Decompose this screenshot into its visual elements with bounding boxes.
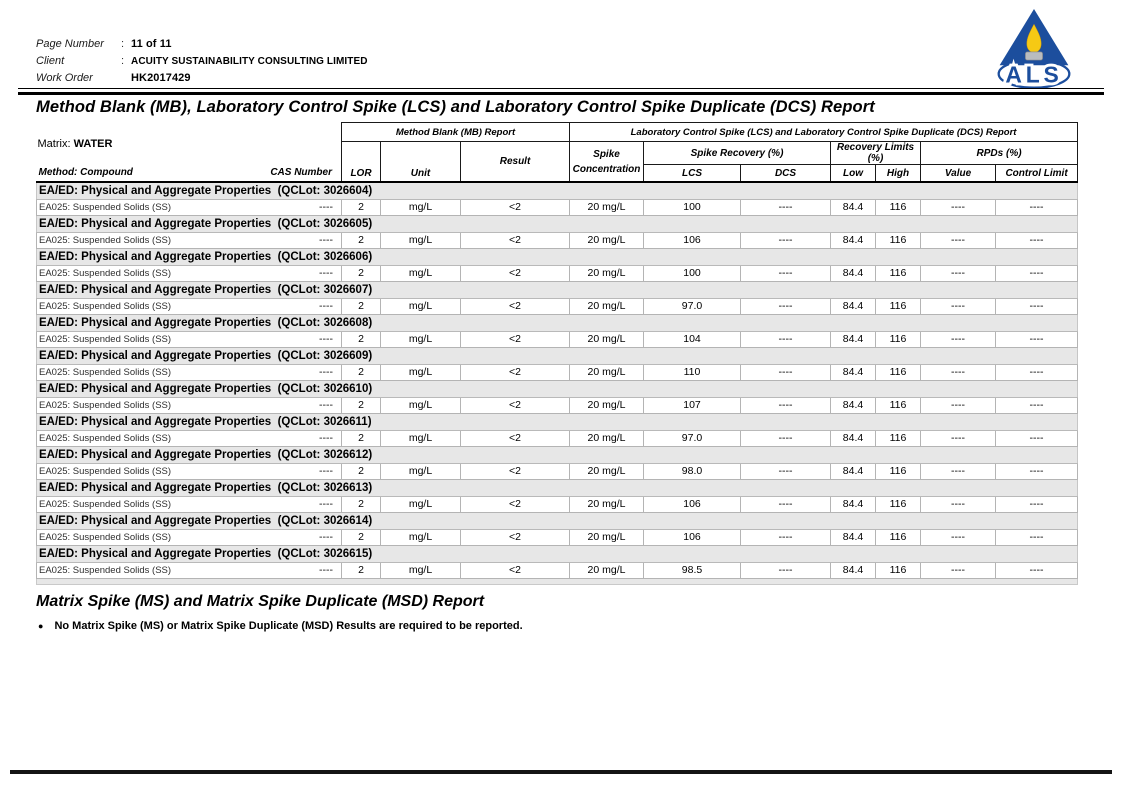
cell-lcs-recovery: 100: [644, 266, 741, 282]
cell-dcs-recovery: ----: [741, 431, 831, 447]
cell-unit: mg/L: [381, 464, 461, 480]
colon: :: [121, 55, 125, 67]
cell-lor: 2: [342, 266, 381, 282]
cas-number-value: ----: [319, 333, 333, 345]
cell-lor: 2: [342, 398, 381, 414]
cell-recovery-high: 116: [876, 332, 921, 348]
spike-line1: Spike: [593, 148, 620, 160]
cell-spike-concentration: 20 mg/L: [570, 464, 644, 480]
cell-lcs-recovery: 97.0: [644, 431, 741, 447]
matrix-label: Matrix:: [37, 137, 71, 150]
cell-dcs-recovery: ----: [741, 365, 831, 381]
qc-report-table: [36, 122, 1078, 585]
qclot-group-row: [37, 348, 1078, 365]
table-row: [37, 464, 1078, 480]
cell-recovery-low: 84.4: [831, 200, 876, 216]
cell-lor: 2: [342, 530, 381, 546]
page-number-value: 11 of 11: [131, 38, 172, 50]
cell-recovery-low: 84.4: [831, 563, 876, 579]
cell-unit: mg/L: [381, 266, 461, 282]
spike-recovery-header: Spike Recovery (%): [644, 142, 831, 165]
cell-compound-cas: [37, 563, 342, 579]
cell-dcs-recovery: ----: [741, 497, 831, 513]
cell-rpd-control-limit: ----: [996, 563, 1078, 579]
cell-rpd-value: ----: [921, 464, 996, 480]
cell-rpd-control-limit: ----: [996, 398, 1078, 414]
cell-rpd-control-limit: ----: [996, 332, 1078, 348]
qclot-group-row: [37, 546, 1078, 563]
cell-rpd-value: ----: [921, 200, 996, 216]
column-header-unit: Unit: [381, 142, 461, 183]
cell-lor: 2: [342, 365, 381, 381]
compound-name: EA025: Suspended Solids (SS): [39, 202, 172, 213]
cas-number-value: ----: [319, 267, 333, 279]
cell-compound-cas: [37, 398, 342, 414]
cell-compound-cas: [37, 233, 342, 249]
table-row: [37, 332, 1078, 348]
cell-spike-concentration: 20 mg/L: [570, 563, 644, 579]
cell-result: <2: [461, 332, 570, 348]
cell-unit: mg/L: [381, 563, 461, 579]
colon: :: [121, 38, 125, 50]
cas-number-value: ----: [319, 366, 333, 378]
cas-number-value: ----: [319, 465, 333, 477]
als-logo: [986, 8, 1082, 92]
header-divider: [18, 88, 1104, 95]
cell-lor: 2: [342, 464, 381, 480]
table-end-strip: [37, 579, 1078, 585]
qclot-group-row: [37, 447, 1078, 464]
cell-result: <2: [461, 464, 570, 480]
qclot-group-row: [37, 513, 1078, 530]
column-header-dcs: DCS: [741, 165, 831, 183]
work-order-row: [36, 72, 368, 89]
cell-result: <2: [461, 530, 570, 546]
msd-bullet-line: [38, 620, 523, 632]
compound-name: EA025: Suspended Solids (SS): [39, 466, 172, 477]
qclot-group-title: EA/ED: Physical and Aggregate Properties (QCLot: 3026610): [37, 381, 1078, 398]
cell-compound-cas: [37, 431, 342, 447]
cell-result: <2: [461, 299, 570, 315]
cell-result: <2: [461, 266, 570, 282]
cell-lcs-recovery: 97.0: [644, 299, 741, 315]
table-row: [37, 497, 1078, 513]
cell-unit: mg/L: [381, 299, 461, 315]
spike-line2: Concentration: [572, 163, 641, 175]
column-header-cas: CAS Number: [270, 167, 332, 178]
cell-compound-cas: [37, 332, 342, 348]
cell-lcs-recovery: 100: [644, 200, 741, 216]
cell-spike-concentration: 20 mg/L: [570, 497, 644, 513]
cell-recovery-low: 84.4: [831, 365, 876, 381]
compound-name: EA025: Suspended Solids (SS): [39, 235, 172, 246]
cell-result: <2: [461, 497, 570, 513]
work-order-label: Work Order: [36, 72, 93, 84]
cell-unit: mg/L: [381, 332, 461, 348]
compound-name: EA025: Suspended Solids (SS): [39, 565, 172, 576]
cas-number-value: ----: [319, 432, 333, 444]
column-header-low: Low: [831, 165, 876, 183]
qclot-group-title: EA/ED: Physical and Aggregate Properties (QCLot: 3026609): [37, 348, 1078, 365]
cell-rpd-value: ----: [921, 332, 996, 348]
cell-spike-concentration: 20 mg/L: [570, 431, 644, 447]
cell-dcs-recovery: ----: [741, 530, 831, 546]
qclot-group-title: EA/ED: Physical and Aggregate Properties (QCLot: 3026611): [37, 414, 1078, 431]
cell-dcs-recovery: ----: [741, 233, 831, 249]
qclot-group-row: [37, 216, 1078, 233]
compound-name: EA025: Suspended Solids (SS): [39, 367, 172, 378]
column-header-high: High: [876, 165, 921, 183]
column-header-control-limit: Control Limit: [996, 165, 1078, 183]
cell-spike-concentration: 20 mg/L: [570, 266, 644, 282]
cell-lcs-recovery: 106: [644, 497, 741, 513]
cell-recovery-high: 116: [876, 464, 921, 480]
cas-number-value: ----: [319, 201, 333, 213]
column-header-compound: Method: Compound: [38, 167, 133, 178]
cell-recovery-low: 84.4: [831, 332, 876, 348]
als-logo-icon: [986, 8, 1082, 92]
recovery-limits-header: Recovery Limits (%): [831, 142, 921, 165]
cell-recovery-high: 116: [876, 200, 921, 216]
compound-name: EA025: Suspended Solids (SS): [39, 334, 172, 345]
cell-spike-concentration: 20 mg/L: [570, 365, 644, 381]
page-number-label: Page Number: [36, 38, 104, 50]
qclot-group-row: [37, 249, 1078, 266]
cell-recovery-low: 84.4: [831, 464, 876, 480]
cell-unit: mg/L: [381, 497, 461, 513]
cell-lor: 2: [342, 200, 381, 216]
cell-rpd-value: ----: [921, 530, 996, 546]
matrix-cell: [37, 123, 342, 165]
cell-lor: 2: [342, 431, 381, 447]
cell-rpd-value: ----: [921, 365, 996, 381]
cell-dcs-recovery: ----: [741, 299, 831, 315]
client-row: [36, 55, 368, 72]
cell-rpd-control-limit: ----: [996, 233, 1078, 249]
compound-name: EA025: Suspended Solids (SS): [39, 301, 172, 312]
cell-result: <2: [461, 563, 570, 579]
bullet-icon: ●: [38, 620, 44, 631]
cell-rpd-control-limit: ----: [996, 497, 1078, 513]
column-header-spike-concentration: [570, 142, 644, 183]
qclot-group-row: [37, 381, 1078, 398]
cell-lcs-recovery: 104: [644, 332, 741, 348]
cell-spike-concentration: 20 mg/L: [570, 299, 644, 315]
cell-rpd-control-limit: ----: [996, 365, 1078, 381]
cell-dcs-recovery: ----: [741, 332, 831, 348]
qclot-group-title: EA/ED: Physical and Aggregate Properties (QCLot: 3026613): [37, 480, 1078, 497]
table-row: [37, 530, 1078, 546]
cell-lcs-recovery: 106: [644, 233, 741, 249]
cell-rpd-value: ----: [921, 233, 996, 249]
cell-result: <2: [461, 431, 570, 447]
qclot-group-row: [37, 414, 1078, 431]
table-row: [37, 299, 1078, 315]
qclot-group-title: EA/ED: Physical and Aggregate Properties (QCLot: 3026604): [37, 182, 1078, 200]
rpds-header: RPDs (%): [921, 142, 1078, 165]
footer-divider: [10, 770, 1112, 774]
cell-recovery-high: 116: [876, 365, 921, 381]
report-title: Method Blank (MB), Laboratory Control Spike (LCS) and Laboratory Control Spike Duplicate (DCS) Report: [36, 98, 875, 116]
cell-compound-cas: [37, 200, 342, 216]
cell-compound-cas: [37, 464, 342, 480]
qclot-group-row: [37, 315, 1078, 332]
cell-recovery-low: 84.4: [831, 398, 876, 414]
cell-lcs-recovery: 106: [644, 530, 741, 546]
cell-unit: mg/L: [381, 431, 461, 447]
cell-rpd-value: ----: [921, 431, 996, 447]
table-row: [37, 233, 1078, 249]
cell-spike-concentration: 20 mg/L: [570, 233, 644, 249]
cell-recovery-low: 84.4: [831, 431, 876, 447]
cell-result: <2: [461, 233, 570, 249]
cell-rpd-value: ----: [921, 299, 996, 315]
table-section-header-row: [37, 123, 1078, 142]
cell-rpd-value: ----: [921, 266, 996, 282]
compound-name: EA025: Suspended Solids (SS): [39, 499, 172, 510]
cell-dcs-recovery: ----: [741, 464, 831, 480]
compound-name: EA025: Suspended Solids (SS): [39, 433, 172, 444]
cell-rpd-control-limit: ----: [996, 299, 1078, 315]
cell-compound-cas: [37, 365, 342, 381]
table-row: [37, 365, 1078, 381]
cell-result: <2: [461, 365, 570, 381]
cell-rpd-control-limit: ----: [996, 464, 1078, 480]
cell-recovery-high: 116: [876, 431, 921, 447]
work-order-value: HK2017429: [131, 72, 191, 84]
cell-lcs-recovery: 98.0: [644, 464, 741, 480]
cell-lcs-recovery: 98.5: [644, 563, 741, 579]
qclot-group-title: EA/ED: Physical and Aggregate Properties (QCLot: 3026607): [37, 282, 1078, 299]
cell-recovery-high: 116: [876, 563, 921, 579]
qclot-group-row: [37, 480, 1078, 497]
cell-spike-concentration: 20 mg/L: [570, 332, 644, 348]
qclot-group-title: EA/ED: Physical and Aggregate Properties (QCLot: 3026606): [37, 249, 1078, 266]
cell-rpd-control-limit: ----: [996, 431, 1078, 447]
cell-lor: 2: [342, 563, 381, 579]
cell-lcs-recovery: 107: [644, 398, 741, 414]
cell-result: <2: [461, 200, 570, 216]
cell-recovery-high: 116: [876, 299, 921, 315]
matrix-value: WATER: [73, 137, 113, 150]
cell-recovery-low: 84.4: [831, 266, 876, 282]
column-header-lcs: LCS: [644, 165, 741, 183]
cell-compound-cas: [37, 299, 342, 315]
cell-recovery-low: 84.4: [831, 497, 876, 513]
cell-recovery-low: 84.4: [831, 233, 876, 249]
qclot-group-row: [37, 282, 1078, 299]
als-logo-text: ALS: [1005, 61, 1063, 88]
cell-compound-cas: [37, 497, 342, 513]
cell-recovery-high: 116: [876, 398, 921, 414]
page-header-info: [36, 38, 368, 89]
compound-name: EA025: Suspended Solids (SS): [39, 400, 172, 411]
cell-dcs-recovery: ----: [741, 398, 831, 414]
msd-bullet-text: No Matrix Spike (MS) or Matrix Spike Duplicate (MSD) Results are required to be reported.: [54, 620, 523, 632]
msd-section-title: Matrix Spike (MS) and Matrix Spike Duplicate (MSD) Report: [36, 593, 485, 610]
cell-result: <2: [461, 398, 570, 414]
compound-name: EA025: Suspended Solids (SS): [39, 268, 172, 279]
qclot-group-title: EA/ED: Physical and Aggregate Properties (QCLot: 3026612): [37, 447, 1078, 464]
qclot-group-row: [37, 182, 1078, 200]
cell-recovery-high: 116: [876, 530, 921, 546]
cell-lor: 2: [342, 332, 381, 348]
lcs-section-header: Laboratory Control Spike (LCS) and Laboratory Control Spike Duplicate (DCS) Report: [570, 123, 1078, 142]
page-number-row: [36, 38, 368, 55]
cas-number-value: ----: [319, 234, 333, 246]
cell-dcs-recovery: ----: [741, 563, 831, 579]
cell-unit: mg/L: [381, 530, 461, 546]
cell-spike-concentration: 20 mg/L: [570, 200, 644, 216]
cell-rpd-control-limit: ----: [996, 200, 1078, 216]
cell-rpd-value: ----: [921, 398, 996, 414]
cell-spike-concentration: 20 mg/L: [570, 398, 644, 414]
table-row: [37, 200, 1078, 216]
table-row: [37, 266, 1078, 282]
qclot-group-title: EA/ED: Physical and Aggregate Properties (QCLot: 3026614): [37, 513, 1078, 530]
cell-unit: mg/L: [381, 398, 461, 414]
cell-spike-concentration: 20 mg/L: [570, 530, 644, 546]
cas-number-value: ----: [319, 564, 333, 576]
compound-name: EA025: Suspended Solids (SS): [39, 532, 172, 543]
client-value: ACUITY SUSTAINABILITY CONSULTING LIMITED: [131, 56, 368, 67]
cell-lcs-recovery: 110: [644, 365, 741, 381]
cell-unit: mg/L: [381, 233, 461, 249]
mb-section-header: Method Blank (MB) Report: [342, 123, 570, 142]
cell-compound-cas: [37, 530, 342, 546]
cell-recovery-high: 116: [876, 233, 921, 249]
qclot-group-title: EA/ED: Physical and Aggregate Properties (QCLot: 3026608): [37, 315, 1078, 332]
cell-dcs-recovery: ----: [741, 266, 831, 282]
cell-rpd-control-limit: ----: [996, 530, 1078, 546]
cell-recovery-low: 84.4: [831, 530, 876, 546]
cas-number-value: ----: [319, 300, 333, 312]
cell-unit: mg/L: [381, 200, 461, 216]
cell-lor: 2: [342, 299, 381, 315]
column-header-value: Value: [921, 165, 996, 183]
cell-unit: mg/L: [381, 365, 461, 381]
cell-compound-cas: [37, 266, 342, 282]
cas-number-value: ----: [319, 531, 333, 543]
cell-recovery-high: 116: [876, 266, 921, 282]
table-row: [37, 431, 1078, 447]
cell-rpd-value: ----: [921, 497, 996, 513]
cell-rpd-value: ----: [921, 563, 996, 579]
client-label: Client: [36, 55, 65, 67]
qclot-group-title: EA/ED: Physical and Aggregate Properties (QCLot: 3026615): [37, 546, 1078, 563]
cell-recovery-high: 116: [876, 497, 921, 513]
cell-recovery-low: 84.4: [831, 299, 876, 315]
qclot-group-title: EA/ED: Physical and Aggregate Properties (QCLot: 3026605): [37, 216, 1078, 233]
table-row: [37, 563, 1078, 579]
column-header-lor: LOR: [342, 142, 381, 183]
cell-dcs-recovery: ----: [741, 200, 831, 216]
cell-lor: 2: [342, 497, 381, 513]
table-row: [37, 398, 1078, 414]
cell-rpd-control-limit: ----: [996, 266, 1078, 282]
cell-lor: 2: [342, 233, 381, 249]
column-header-result: Result: [461, 142, 570, 183]
compound-cas-header: [37, 165, 342, 183]
cas-number-value: ----: [319, 498, 333, 510]
cas-number-value: ----: [319, 399, 333, 411]
